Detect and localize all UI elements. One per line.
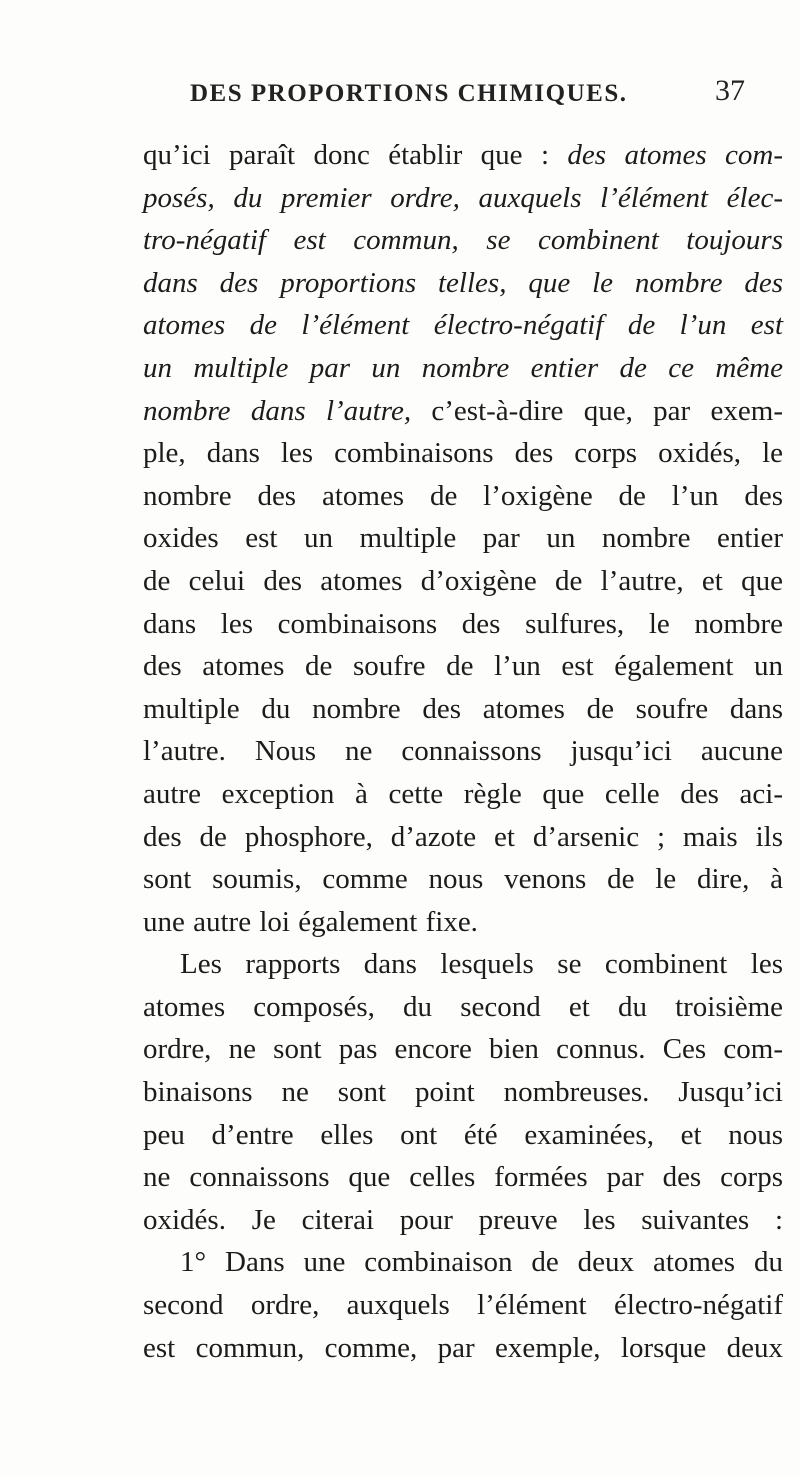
text-line-1: [143, 134, 783, 177]
page-number: 37: [715, 74, 745, 107]
text-line-16: autre exception à cette règle que celle des aci-: [143, 777, 783, 810]
text-line-4: [143, 262, 783, 305]
text-line-2-italic-a: posés,: [143, 181, 234, 214]
text-line-14: multiple du nombre des atomes de soufre dans: [143, 692, 783, 725]
text-line-5: [143, 304, 783, 347]
text-line-2: [143, 177, 783, 220]
text-line-24: peu d’entre elles ont été examinées, et nous: [143, 1118, 783, 1151]
text-line-26: oxidés. Je citerai pour preuve les suivantes :: [143, 1203, 783, 1236]
text-line-27: 1° Dans une combinaison de deux atomes du: [180, 1246, 783, 1279]
running-title: DES PROPORTIONS CHIMIQUES.: [190, 80, 628, 107]
text-line-8: ple, dans les combinaisons des corps oxidés, le: [143, 437, 783, 470]
text-line-11: de celui des atomes d’oxigène de l’autre, et que: [143, 564, 783, 597]
text-line-19: une autre loi également fixe.: [143, 905, 478, 938]
text-line-12: dans les combinaisons des sulfures, le nombre: [143, 607, 783, 640]
text-line-5-italic: atomes de l’élément électro-négatif de l’un est: [143, 309, 783, 342]
text-line-1-italic: des atomes com-: [567, 139, 784, 171]
text-line-18: sont soumis, comme nous venons de le dire, à: [143, 863, 783, 896]
text-line-10: oxides est un multiple par un nombre entier: [143, 522, 783, 555]
text-line-23: binaisons ne sont point nombreuses. Jusqu’ici: [143, 1076, 783, 1109]
text-line-4-italic: dans des proportions telles, que le nombre des: [143, 266, 783, 299]
text-line-7: [143, 390, 783, 433]
text-line-7-italic: nombre dans l’autre,: [143, 394, 432, 427]
text-line-29: est commun, comme, par exemple, lorsque deux: [143, 1331, 783, 1364]
text-line-6-italic: un multiple par un nombre entier de ce même: [143, 351, 783, 384]
text-line-1-roman: qu’ici paraît donc établir que :: [143, 139, 568, 171]
text-line-28: second ordre, auxquels l’élément électro-négatif: [143, 1289, 783, 1322]
text-line-6: [143, 347, 783, 390]
text-line-2-italic-b: du premier ordre, auxquels l’élément élec-: [233, 181, 783, 214]
body-text: [143, 134, 783, 1369]
text-line-20: Les rapports dans lesquels se combinent les: [180, 948, 783, 981]
text-line-21: atomes composés, du second et du troisième: [143, 990, 783, 1023]
text-line-9: nombre des atomes de l’oxigène de l’un des: [143, 479, 783, 512]
text-line-3: [143, 219, 783, 262]
text-line-3-italic: tro-négatif est commun, se combinent toujours: [143, 224, 783, 257]
text-line-22: ordre, ne sont pas encore bien connus. Ces com-: [143, 1033, 783, 1066]
text-line-17: des de phosphore, d’azote et d’arsenic ; mais ils: [143, 820, 783, 853]
text-line-15: l’autre. Nous ne connaissons jusqu’ici aucune: [143, 735, 783, 768]
running-head: [140, 74, 770, 114]
text-line-25: ne connaissons que celles formées par des corps: [143, 1161, 783, 1194]
text-line-7-roman: c’est-à-dire que, par exem-: [431, 394, 783, 427]
text-line-13: des atomes de soufre de l’un est également un: [143, 650, 783, 683]
